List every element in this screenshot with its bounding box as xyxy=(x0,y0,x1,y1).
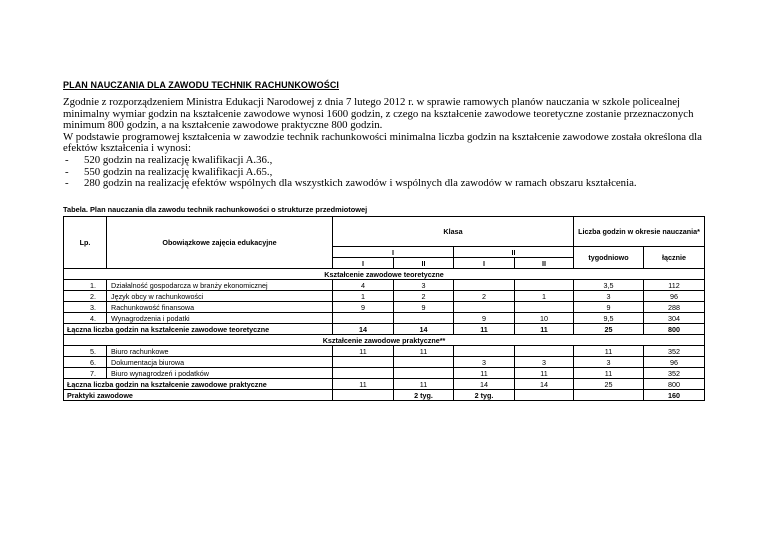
row-sem3: 3 xyxy=(454,357,515,368)
row-total: 96 xyxy=(644,357,705,368)
total-sem3: 11 xyxy=(454,324,515,335)
row-lp: 7. xyxy=(64,368,107,379)
total-weekly: 25 xyxy=(574,379,644,390)
row-weekly: 3,5 xyxy=(574,280,644,291)
header-semester-2: II xyxy=(394,258,454,269)
row-sem1 xyxy=(333,368,394,379)
row-lp: 6. xyxy=(64,357,107,368)
practice-total: 160 xyxy=(644,390,705,401)
table-row xyxy=(64,357,705,368)
total-sem3: 14 xyxy=(454,379,515,390)
header-total: łącznie xyxy=(644,247,705,269)
header-year-1: I xyxy=(333,247,454,258)
table-row xyxy=(64,368,705,379)
table-row xyxy=(64,280,705,291)
row-sem4 xyxy=(515,302,574,313)
row-lp: 4. xyxy=(64,313,107,324)
row-lp: 5. xyxy=(64,346,107,357)
row-total: 352 xyxy=(644,346,705,357)
row-sem2 xyxy=(394,357,454,368)
hours-list-item: - 550 godzin na realizację kwalifikacji A.65., xyxy=(63,167,711,179)
total-sem2: 14 xyxy=(394,324,454,335)
header-semester-1: I xyxy=(333,258,394,269)
practice-weekly xyxy=(574,390,644,401)
header-klasa: Klasa xyxy=(333,217,574,247)
row-subject: Wynagrodzenia i podatki xyxy=(107,313,333,324)
row-sem4: 11 xyxy=(515,368,574,379)
practice-label: Praktyki zawodowe xyxy=(64,390,333,401)
hours-list xyxy=(63,155,711,190)
header-year-2: II xyxy=(454,247,574,258)
row-sem1: 4 xyxy=(333,280,394,291)
row-sem1: 9 xyxy=(333,302,394,313)
row-sem3 xyxy=(454,302,515,313)
row-sem1: 11 xyxy=(333,346,394,357)
total-label: Łączna liczba godzin na kształcenie zawodowe teoretyczne xyxy=(64,324,333,335)
row-sem3 xyxy=(454,346,515,357)
row-subject: Biuro wynagrodzeń i podatków xyxy=(107,368,333,379)
total-hours: 800 xyxy=(644,324,705,335)
row-total: 304 xyxy=(644,313,705,324)
table-caption: Tabela. Plan nauczania dla zawodu technik rachunkowości o strukturze przedmiotowej xyxy=(63,205,368,214)
row-sem2: 9 xyxy=(394,302,454,313)
hours-list-item: - 520 godzin na realizację kwalifikacji A.36., xyxy=(63,155,711,167)
table-row xyxy=(64,302,705,313)
header-semester-4: II xyxy=(515,258,574,269)
intro-paragraph-2: W podstawie programowej kształcenia w zawodzie technik rachunkowości minimalna liczba godzin na kształcenie zawodowe została określona dla efektów kształcenia i wynosi: xyxy=(63,130,702,155)
total-sem1: 14 xyxy=(333,324,394,335)
row-subject: Dokumentacja biurowa xyxy=(107,357,333,368)
total-sem4: 11 xyxy=(515,324,574,335)
total-hours: 800 xyxy=(644,379,705,390)
practice-sem4 xyxy=(515,390,574,401)
row-total: 112 xyxy=(644,280,705,291)
practice-sem1 xyxy=(333,390,394,401)
total-row-practical xyxy=(64,379,705,390)
row-sem3: 2 xyxy=(454,291,515,302)
total-row-theoretical xyxy=(64,324,705,335)
row-sem4 xyxy=(515,280,574,291)
row-weekly: 3 xyxy=(574,291,644,302)
row-sem4: 1 xyxy=(515,291,574,302)
row-sem1 xyxy=(333,357,394,368)
total-weekly: 25 xyxy=(574,324,644,335)
section-theoretical: Kształcenie zawodowe teoretyczne xyxy=(64,269,705,280)
header-weekly: tygodniowo xyxy=(574,247,644,269)
row-weekly: 9 xyxy=(574,302,644,313)
row-weekly: 3 xyxy=(574,357,644,368)
total-sem4: 14 xyxy=(515,379,574,390)
practice-sem2: 2 tyg. xyxy=(394,390,454,401)
row-sem2 xyxy=(394,313,454,324)
row-subject: Rachunkowość finansowa xyxy=(107,302,333,313)
row-subject: Język obcy w rachunkowości xyxy=(107,291,333,302)
header-semester-3: I xyxy=(454,258,515,269)
teaching-plan-table xyxy=(63,216,705,401)
row-total: 352 xyxy=(644,368,705,379)
section-practical: Kształcenie zawodowe praktyczne** xyxy=(64,335,705,346)
row-sem4: 3 xyxy=(515,357,574,368)
row-sem4: 10 xyxy=(515,313,574,324)
total-label: Łączna liczba godzin na kształcenie zawodowe praktyczne xyxy=(64,379,333,390)
table-row xyxy=(64,346,705,357)
total-sem1: 11 xyxy=(333,379,394,390)
row-sem3: 11 xyxy=(454,368,515,379)
row-sem4 xyxy=(515,346,574,357)
row-sem2: 2 xyxy=(394,291,454,302)
row-sem2 xyxy=(394,368,454,379)
row-sem3 xyxy=(454,280,515,291)
row-lp: 2. xyxy=(64,291,107,302)
total-sem2: 11 xyxy=(394,379,454,390)
intro-paragraph-1: Zgodnie z rozporządzeniem Ministra Edukacji Narodowej z dnia 7 lutego 2012 r. w sprawie ramowych planów nauczania w szkole policealnej minimalny wymiar godzin na kształcenie zawodowe wynosi 1600 godzin, z czego na kształcenie zawodowe teoretyczne zostanie przeznaczonych minimum 800 godzin, a na kształcenie zawodowe praktyczne 800 godzin. xyxy=(63,96,694,132)
hours-list-item: - 280 godzin na realizację efektów wspólnych dla wszystkich zawodów i wspólnych dla zawodów w ramach obszaru kształcenia. xyxy=(63,178,711,190)
row-lp: 1. xyxy=(64,280,107,291)
row-sem2: 3 xyxy=(394,280,454,291)
row-total: 288 xyxy=(644,302,705,313)
table-row xyxy=(64,313,705,324)
row-subject: Biuro rachunkowe xyxy=(107,346,333,357)
row-sem1: 1 xyxy=(333,291,394,302)
header-lp: Lp. xyxy=(64,217,107,269)
header-hours: Liczba godzin w okresie nauczania* xyxy=(574,217,705,247)
intro-text xyxy=(63,97,711,190)
table-row xyxy=(64,291,705,302)
document-title: PLAN NAUCZANIA DLA ZAWODU TECHNIK RACHUNKOWOŚCI xyxy=(63,80,340,90)
row-lp: 3. xyxy=(64,302,107,313)
row-sem3: 9 xyxy=(454,313,515,324)
row-weekly: 11 xyxy=(574,368,644,379)
row-total: 96 xyxy=(644,291,705,302)
practice-sem3: 2 tyg. xyxy=(454,390,515,401)
practice-row xyxy=(64,390,705,401)
row-weekly: 9,5 xyxy=(574,313,644,324)
row-subject: Działalność gospodarcza w branży ekonomicznej xyxy=(107,280,333,291)
row-sem1 xyxy=(333,313,394,324)
header-subjects: Obowiązkowe zajęcia edukacyjne xyxy=(107,217,333,269)
row-sem2: 11 xyxy=(394,346,454,357)
row-weekly: 11 xyxy=(574,346,644,357)
